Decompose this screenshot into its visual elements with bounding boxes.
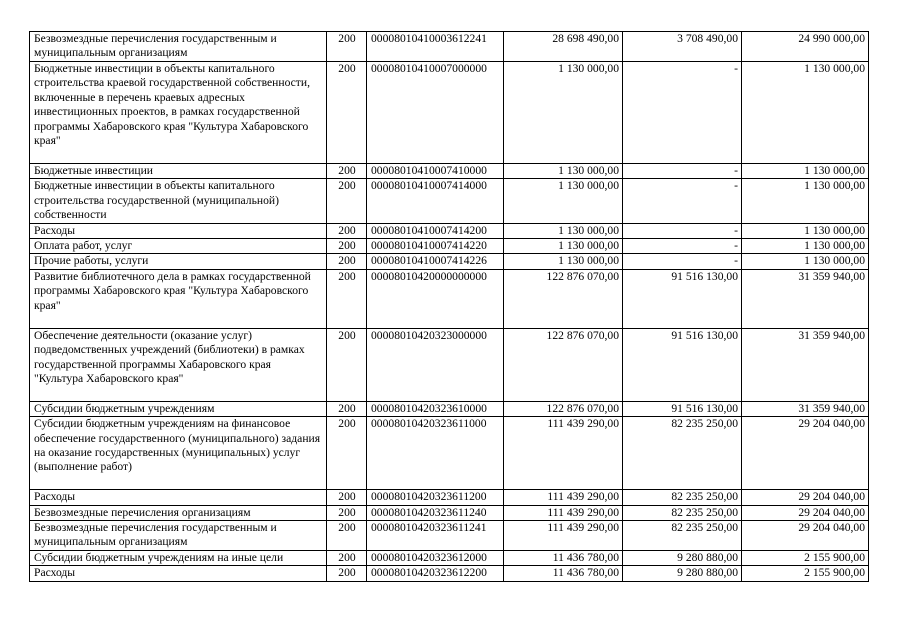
table-row <box>30 32 869 62</box>
unexecuted-amount: 1 130 000,00 <box>742 164 869 179</box>
budget-classification-code: 00008010420323612200 <box>367 566 504 581</box>
budget-classification-code: 00008010420323611240 <box>367 505 504 520</box>
budget-classification-code: 00008010420323611200 <box>367 490 504 505</box>
executed-amount: 82 235 250,00 <box>623 417 742 490</box>
table-row <box>30 164 869 179</box>
expense-name: Прочие работы, услуги <box>30 254 327 269</box>
expense-name: Расходы <box>30 490 327 505</box>
table-row <box>30 401 869 416</box>
line-code: 200 <box>327 551 367 566</box>
approved-amount: 111 439 290,00 <box>504 490 623 505</box>
table-row <box>30 62 869 164</box>
budget-classification-code: 00008010410007414226 <box>367 254 504 269</box>
budget-classification-code: 00008010420000000000 <box>367 269 504 328</box>
executed-amount: 3 708 490,00 <box>623 32 742 62</box>
line-code: 200 <box>327 239 367 254</box>
executed-amount: 91 516 130,00 <box>623 401 742 416</box>
budget-classification-code: 00008010410007410000 <box>367 164 504 179</box>
table-row <box>30 269 869 328</box>
table-row <box>30 417 869 490</box>
expense-name: Бюджетные инвестиции в объекты капитального строительства краевой государственной собственности, включенные в перечень краевых адресных инвестиционных проектов, в рамках государственной программы Хабаровского края "Культура Хабаровского края" <box>30 62 327 164</box>
expense-name: Безвозмездные перечисления государственным и муниципальным организациям <box>30 521 327 551</box>
approved-amount: 1 130 000,00 <box>504 164 623 179</box>
executed-amount: 82 235 250,00 <box>623 521 742 551</box>
unexecuted-amount: 2 155 900,00 <box>742 566 869 581</box>
table-row <box>30 551 869 566</box>
unexecuted-amount: 29 204 040,00 <box>742 505 869 520</box>
table-row <box>30 179 869 223</box>
line-code: 200 <box>327 328 367 401</box>
expense-name: Расходы <box>30 566 327 581</box>
expense-name: Безвозмездные перечисления организациям <box>30 505 327 520</box>
table-row <box>30 328 869 401</box>
executed-amount: 9 280 880,00 <box>623 566 742 581</box>
budget-classification-code: 00008010420323612000 <box>367 551 504 566</box>
budget-classification-code: 00008010410007414000 <box>367 179 504 223</box>
unexecuted-amount: 1 130 000,00 <box>742 239 869 254</box>
line-code: 200 <box>327 521 367 551</box>
executed-amount: - <box>623 164 742 179</box>
unexecuted-amount: 1 130 000,00 <box>742 179 869 223</box>
unexecuted-amount: 1 130 000,00 <box>742 62 869 164</box>
approved-amount: 111 439 290,00 <box>504 505 623 520</box>
executed-amount: - <box>623 179 742 223</box>
line-code: 200 <box>327 32 367 62</box>
expense-name: Субсидии бюджетным учреждениям на финансовое обеспечение государственного (муниципального) задания на оказание государственных (муниципальных) услуг (выполнение работ) <box>30 417 327 490</box>
table-row <box>30 566 869 581</box>
line-code: 200 <box>327 401 367 416</box>
executed-amount: 91 516 130,00 <box>623 269 742 328</box>
unexecuted-amount: 31 359 940,00 <box>742 328 869 401</box>
unexecuted-amount: 31 359 940,00 <box>742 401 869 416</box>
expense-name: Обеспечение деятельности (оказание услуг) подведомственных учреждений (библиотеки) в рамках государственной программы Хабаровского края "Культура Хабаровского края" <box>30 328 327 401</box>
table-row <box>30 490 869 505</box>
budget-classification-code: 00008010410007414220 <box>367 239 504 254</box>
budget-classification-code: 00008010410007000000 <box>367 62 504 164</box>
expense-name: Безвозмездные перечисления государственным и муниципальным организациям <box>30 32 327 62</box>
approved-amount: 122 876 070,00 <box>504 269 623 328</box>
line-code: 200 <box>327 164 367 179</box>
unexecuted-amount: 1 130 000,00 <box>742 254 869 269</box>
line-code: 200 <box>327 223 367 238</box>
executed-amount: - <box>623 239 742 254</box>
expense-name: Расходы <box>30 223 327 238</box>
line-code: 200 <box>327 179 367 223</box>
budget-table-body <box>30 32 869 582</box>
approved-amount: 111 439 290,00 <box>504 521 623 551</box>
budget-classification-code: 00008010410003612241 <box>367 32 504 62</box>
executed-amount: - <box>623 223 742 238</box>
approved-amount: 11 436 780,00 <box>504 566 623 581</box>
unexecuted-amount: 29 204 040,00 <box>742 490 869 505</box>
executed-amount: - <box>623 254 742 269</box>
executed-amount: - <box>623 62 742 164</box>
budget-classification-code: 00008010420323000000 <box>367 328 504 401</box>
unexecuted-amount: 2 155 900,00 <box>742 551 869 566</box>
approved-amount: 111 439 290,00 <box>504 417 623 490</box>
table-row <box>30 521 869 551</box>
table-row <box>30 505 869 520</box>
approved-amount: 1 130 000,00 <box>504 239 623 254</box>
table-row <box>30 254 869 269</box>
unexecuted-amount: 24 990 000,00 <box>742 32 869 62</box>
budget-classification-code: 00008010420323610000 <box>367 401 504 416</box>
approved-amount: 1 130 000,00 <box>504 223 623 238</box>
table-row <box>30 223 869 238</box>
budget-classification-code: 00008010420323611000 <box>367 417 504 490</box>
expense-name: Оплата работ, услуг <box>30 239 327 254</box>
approved-amount: 28 698 490,00 <box>504 32 623 62</box>
unexecuted-amount: 29 204 040,00 <box>742 417 869 490</box>
line-code: 200 <box>327 505 367 520</box>
line-code: 200 <box>327 417 367 490</box>
approved-amount: 1 130 000,00 <box>504 179 623 223</box>
line-code: 200 <box>327 566 367 581</box>
approved-amount: 122 876 070,00 <box>504 328 623 401</box>
budget-classification-code: 00008010420323611241 <box>367 521 504 551</box>
line-code: 200 <box>327 254 367 269</box>
expense-name: Субсидии бюджетным учреждениям на иные цели <box>30 551 327 566</box>
unexecuted-amount: 29 204 040,00 <box>742 521 869 551</box>
approved-amount: 122 876 070,00 <box>504 401 623 416</box>
expense-name: Бюджетные инвестиции <box>30 164 327 179</box>
line-code: 200 <box>327 269 367 328</box>
expense-name: Субсидии бюджетным учреждениям <box>30 401 327 416</box>
approved-amount: 11 436 780,00 <box>504 551 623 566</box>
expense-name: Развитие библиотечного дела в рамках государственной программы Хабаровского края "Культура Хабаровского края" <box>30 269 327 328</box>
table-row <box>30 239 869 254</box>
unexecuted-amount: 31 359 940,00 <box>742 269 869 328</box>
budget-classification-code: 00008010410007414200 <box>367 223 504 238</box>
executed-amount: 82 235 250,00 <box>623 505 742 520</box>
unexecuted-amount: 1 130 000,00 <box>742 223 869 238</box>
approved-amount: 1 130 000,00 <box>504 254 623 269</box>
budget-table <box>29 31 869 582</box>
executed-amount: 9 280 880,00 <box>623 551 742 566</box>
line-code: 200 <box>327 62 367 164</box>
expense-name: Бюджетные инвестиции в объекты капитального строительства государственной (муниципальной) собственности <box>30 179 327 223</box>
approved-amount: 1 130 000,00 <box>504 62 623 164</box>
executed-amount: 82 235 250,00 <box>623 490 742 505</box>
line-code: 200 <box>327 490 367 505</box>
executed-amount: 91 516 130,00 <box>623 328 742 401</box>
